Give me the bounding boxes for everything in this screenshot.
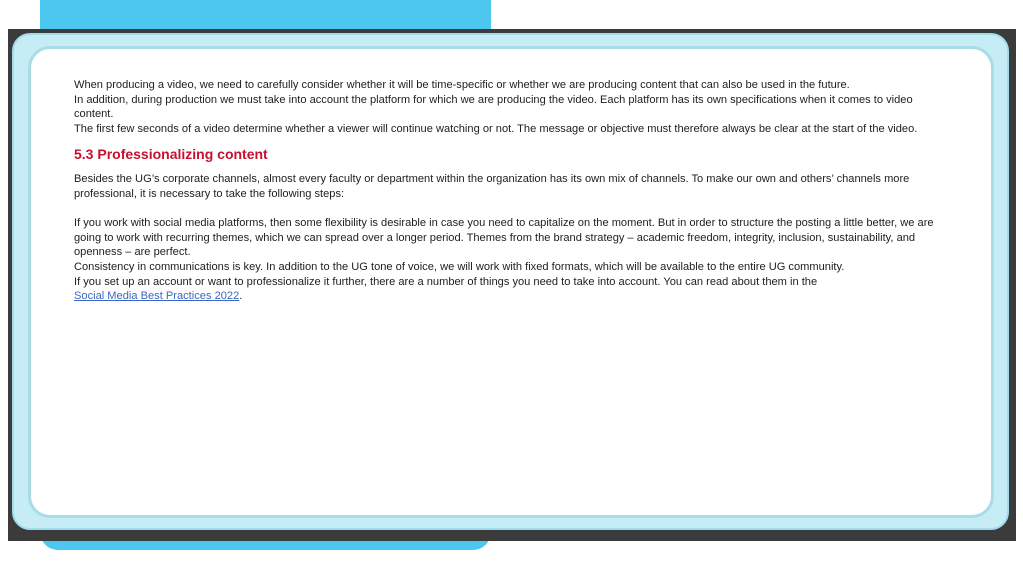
intro-paragraph-3: The first few seconds of a video determine whether a viewer will continue watching or not. The message or objective must therefore always be clear at the start of the video. — [74, 122, 918, 135]
best-practices-link[interactable]: Social Media Best Practices 2022 — [74, 290, 240, 303]
section-paragraph-4 — [74, 275, 954, 304]
intro-paragraph-2: In addition, during production we must take into account the platform for which we are producing the video. Each platform has its own specifications when it comes to video content. — [74, 93, 913, 121]
section-paragraph-3: Consistency in communications is key. In addition to the UG tone of voice, we will work with fixed formats, which will be available to the entire UG community. — [74, 260, 845, 273]
section-paragraph-4-text: If you set up an account or want to professionalize it further, there are a number of things you need to take into account. You can read about them in the — [74, 275, 818, 288]
section-paragraph-2: If you work with social media platforms, then some flexibility is desirable in case you need to capitalize on the moment. But in order to structure the posting a little better, we are going to work with recurring themes, which we can spread over a longer period. Themes from the brand strategy – academic freedom, integrity, inclusion, sustainability, and openness – are perfect. — [74, 217, 934, 259]
link-suffix: . — [239, 290, 243, 303]
intro-paragraph-1: When producing a video, we need to carefully consider whether it will be time-specific or whether we are producing content that can also be used in the future. — [74, 79, 850, 91]
section-heading: 5.3 Professionalizing content — [74, 146, 268, 163]
section-paragraph-1: Besides the UG’s corporate channels, almost every faculty or department within the organization has its own mix of channels. To make our own and others’ channels more professional, it is necessary to take the following steps: — [74, 173, 910, 200]
document-body — [74, 78, 954, 304]
paragraph-spacer — [74, 202, 954, 217]
